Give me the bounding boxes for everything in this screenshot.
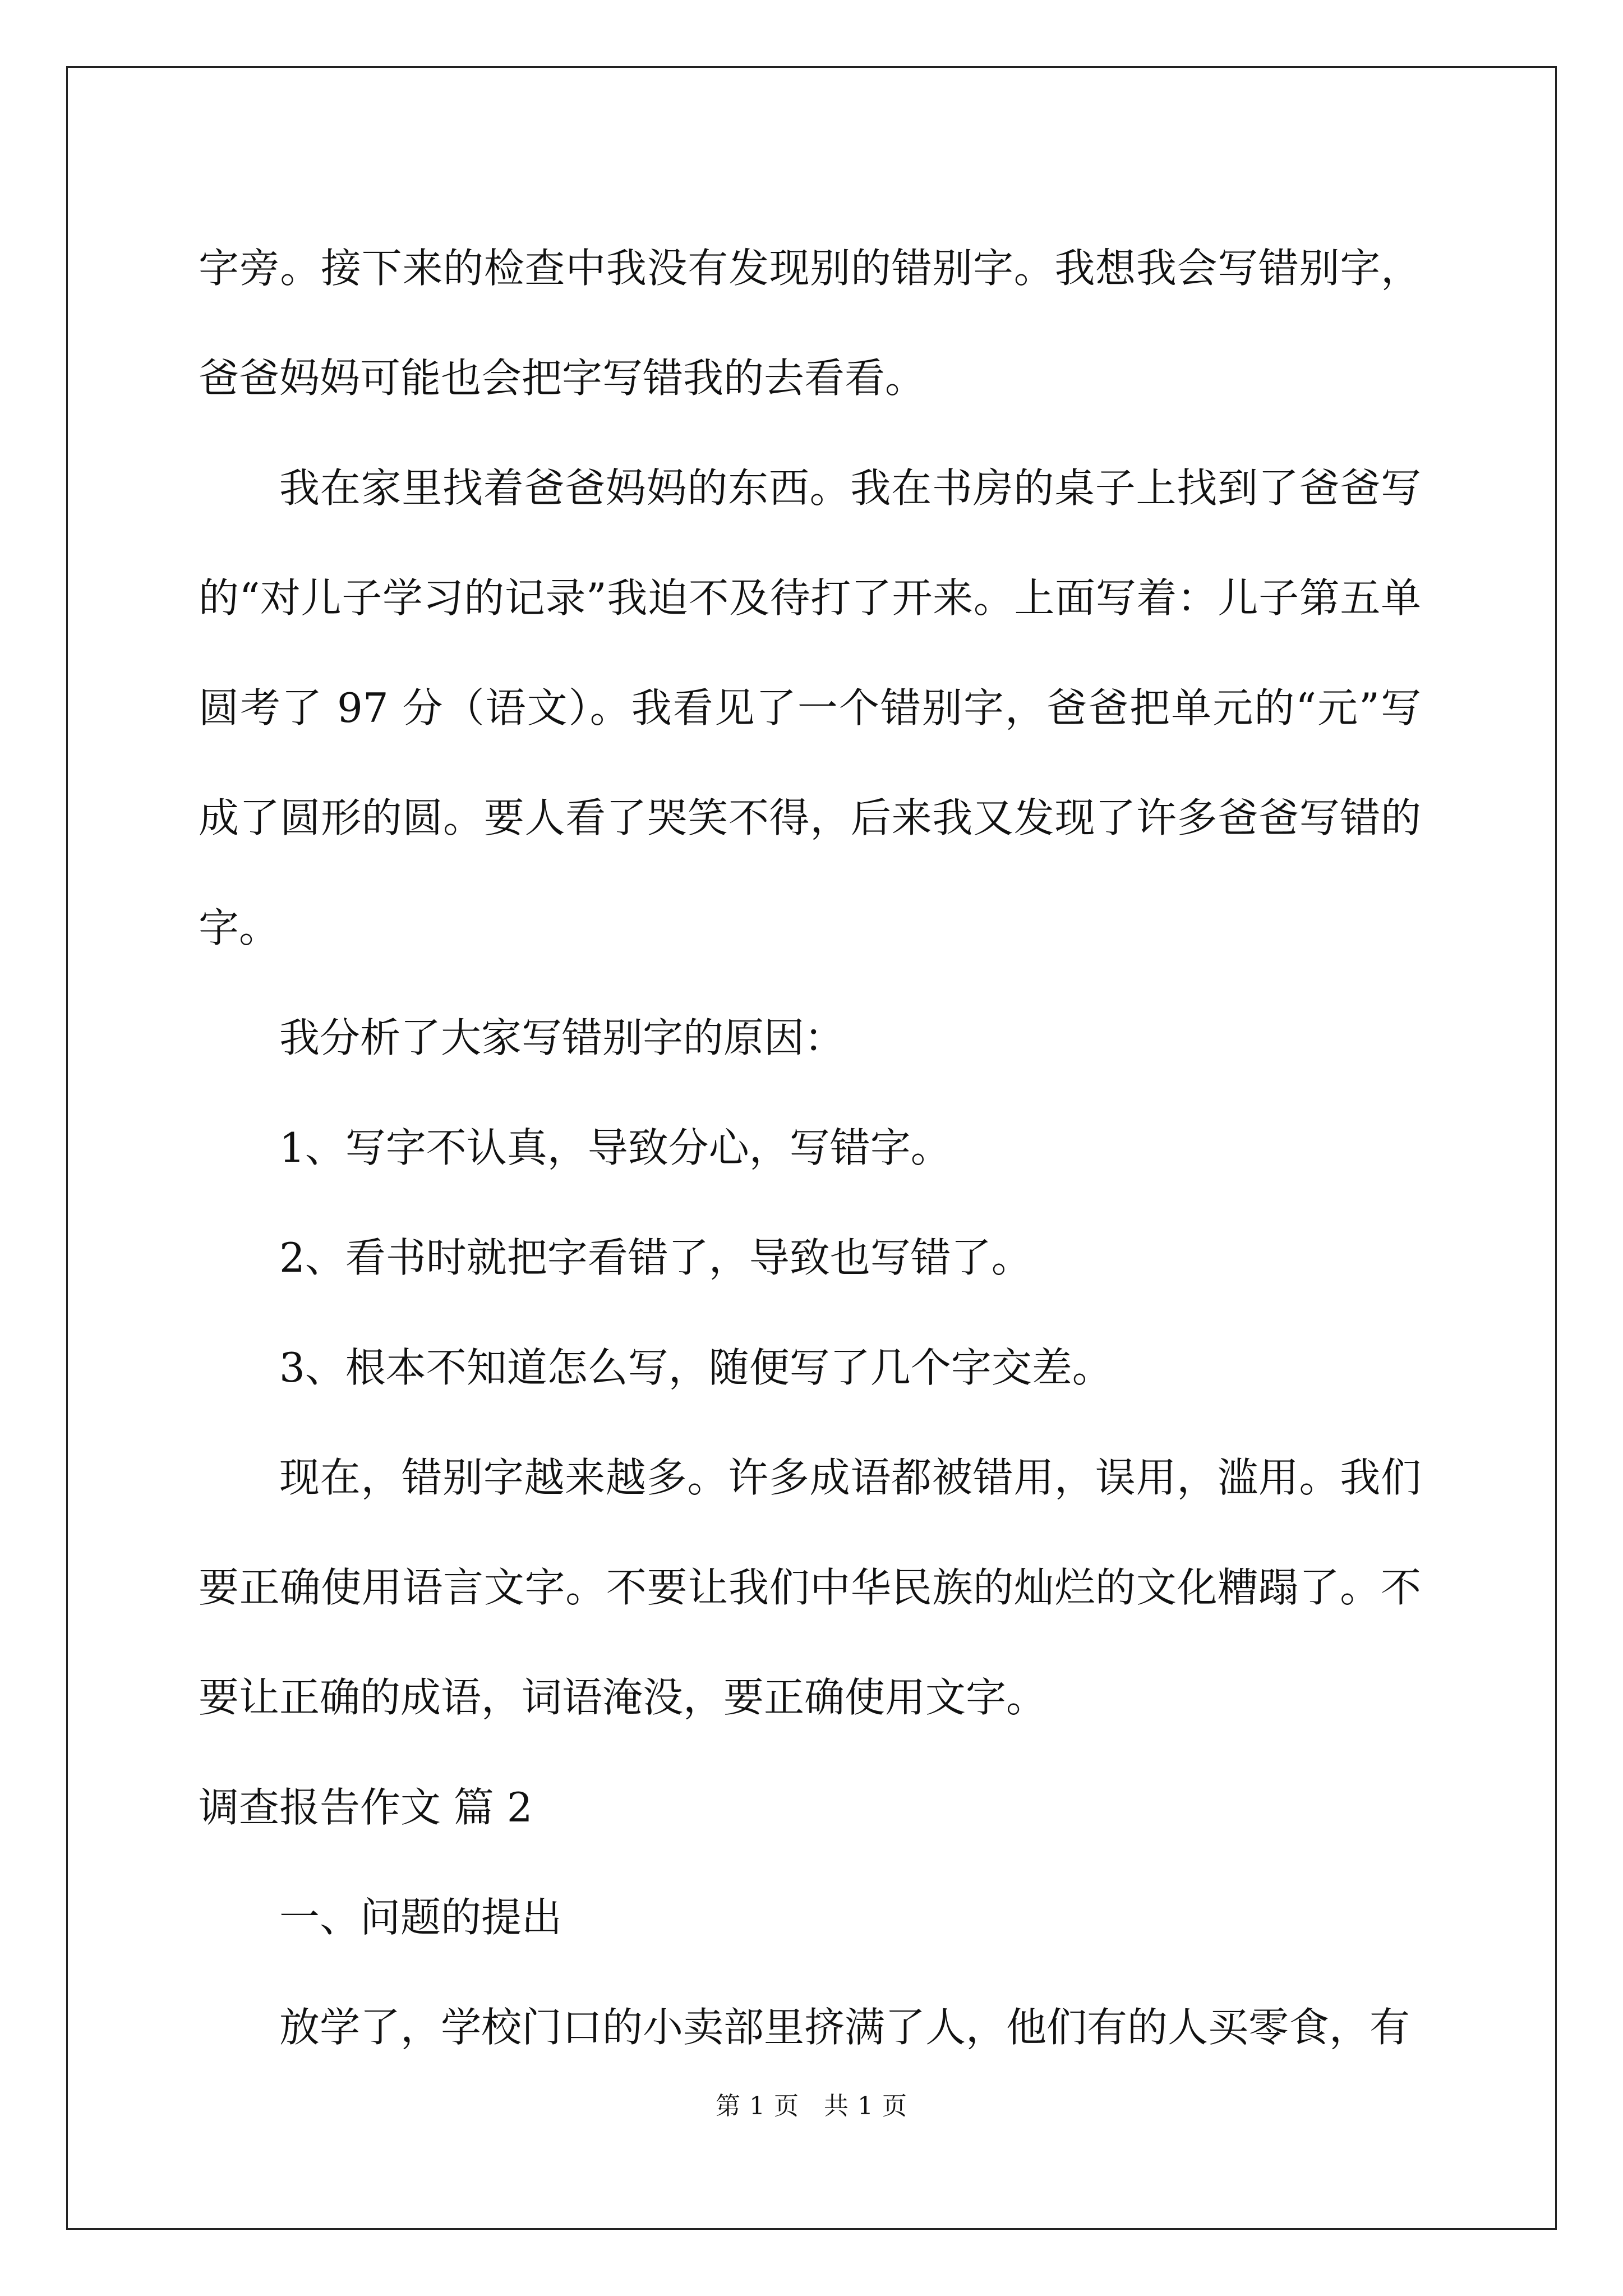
paragraph-2: 我在家里找着爸爸妈妈的东西。我在书房的桌子上找到了爸爸写的“对儿子学习的记录”我迫不及待打了开来。上面写着：儿子第五单圆考了 97 分（语文）。我看见了一个错别字，爸爸把单元的“元”写成了圆形的圆。要人看了哭笑不得，后来我又发现了许多爸爸写错的字。 — [199, 464, 1421, 951]
paragraph-conclusion: 现在，错别字越来越多。许多成语都被错用，误用，滥用。我们要正确使用语言文字。不要让我们中华民族的灿烂的文化糟蹋了。不要让正确的成语，词语淹没，要正确使用文字。 — [199, 1454, 1421, 1721]
page-footer — [0, 2086, 1623, 2122]
paragraph-1: 字旁。接下来的检查中我没有发现别的错别字。我想我会写错别字，爸爸妈妈可能也会把字写错我的去看看。 — [199, 245, 1421, 402]
list-item-1: 1、写字不认真，导致分心，写错字。 — [279, 1124, 951, 1171]
subsection-heading: 一、问题的提出 — [279, 1894, 562, 1941]
list-item-3: 3、根本不知道怎么写，随便写了几个字交差。 — [279, 1344, 1113, 1391]
page-total: 共 1 页 — [824, 2092, 907, 2120]
list-item-2: 2、看书时就把字看错了，导致也写错了。 — [279, 1234, 1032, 1281]
paragraph-3: 我分析了大家写错别字的原因： — [279, 1014, 845, 1061]
document-body — [199, 213, 1421, 2082]
page-number: 第 1 页 — [716, 2092, 799, 2120]
section-heading: 调查报告作文 篇 2 — [199, 1784, 533, 1831]
paragraph-continued: 放学了，学校门口的小卖部里挤满了人，他们有的人买零食，有 — [279, 2004, 1410, 2051]
